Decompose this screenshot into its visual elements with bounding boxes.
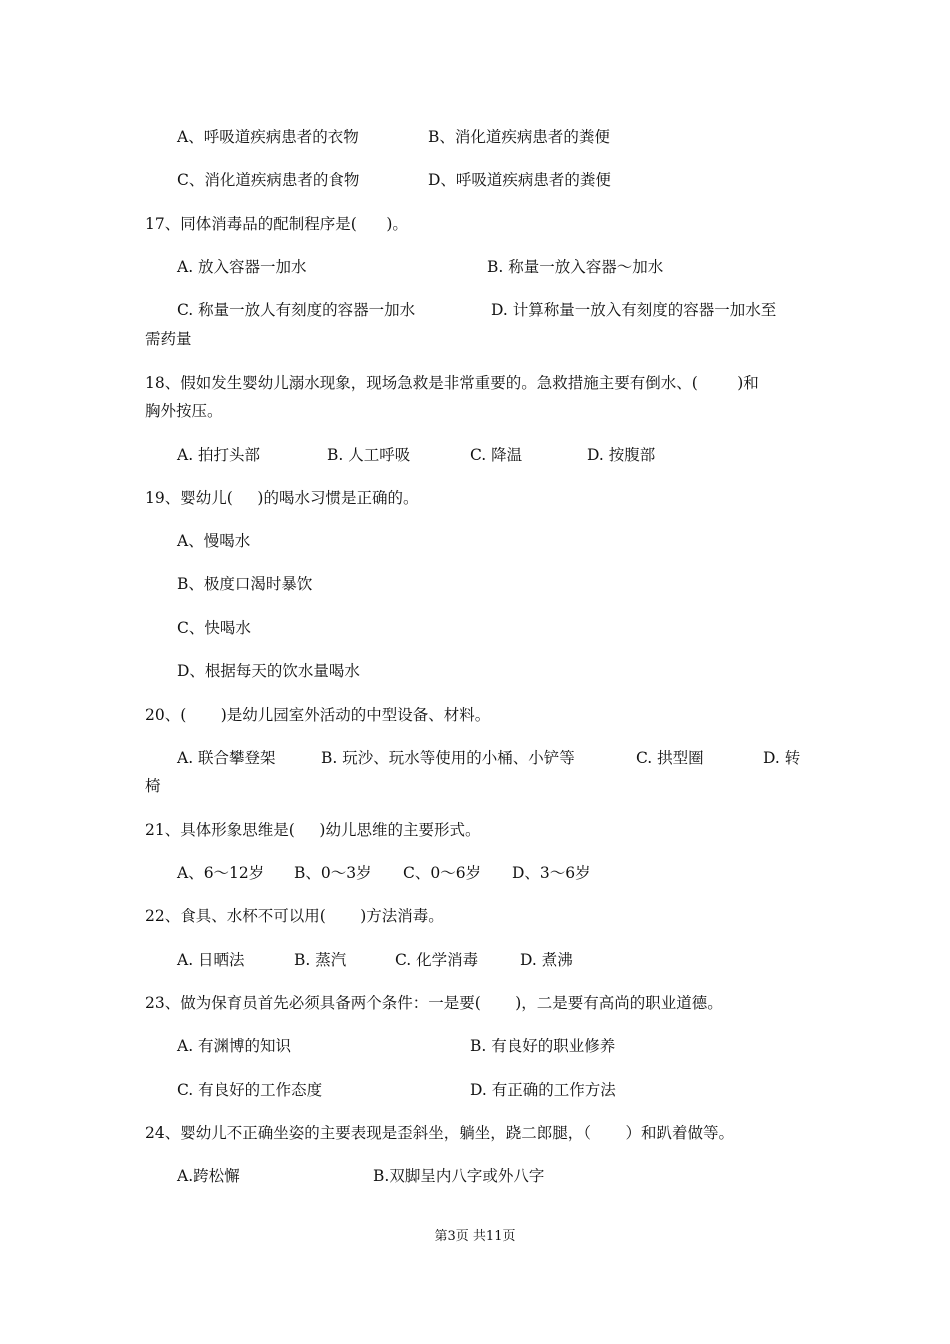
option-23-d: D. 有正确的工作方法 [470,1081,616,1099]
option-22-d: D. 煮沸 [520,951,573,969]
question-22: 22、食具、水杯不可以用( )方法消毒。 [145,907,444,925]
option-22-a: A. 日晒法 [177,951,245,969]
option-19-c: C、快喝水 [177,619,251,637]
option-22-c: C. 化学消毒 [395,951,479,969]
option-18-d: D. 按腹部 [587,446,656,464]
question-20: 20、( )是幼儿园室外活动的中型设备、材料。 [145,706,491,724]
option-21-b: B、0～3岁 [294,864,372,882]
option-20-b: B. 玩沙、玩水等使用的小桶、小铲等 [321,749,575,767]
option-18-b: B. 人工呼吸 [327,446,411,464]
option-24-b: B.双脚呈内八字或外八字 [373,1167,545,1185]
option-20-d-continued: 椅 [145,777,161,795]
option-18-a: A. 拍打头部 [177,446,261,464]
question-23: 23、做为保育员首先必须具备两个条件：一是要( )，二是要有高尚的职业道德。 [145,994,723,1012]
option-24-a: A.跨松懈 [177,1167,240,1185]
option-23-a: A. 有渊博的知识 [177,1037,292,1055]
option-23-b: B. 有良好的职业修养 [470,1037,616,1055]
question-21: 21、具体形象思维是( )幼儿思维的主要形式。 [145,821,481,839]
option-21-a: A、6～12岁 [177,864,265,882]
option-23-c: C. 有良好的工作态度 [177,1081,323,1099]
option-18-c: C. 降温 [470,446,523,464]
option-20-c: C. 拱型圈 [636,749,704,767]
option-19-d: D、根据每天的饮水量喝水 [177,662,360,680]
option-17-a: A. 放入容器一加水 [177,258,307,276]
question-18: 18、假如发生婴幼儿溺水现象，现场急救是非常重要的。急救措施主要有倒水、( )和 [145,374,759,392]
question-19: 19、婴幼儿( )的喝水习惯是正确的。 [145,489,419,507]
option-19-a: A、慢喝水 [177,532,251,550]
page-number-footer: 第3页 共11页 [434,1229,516,1244]
option-21-c: C、0～6岁 [403,864,482,882]
option-19-b: B、极度口渴时暴饮 [177,575,313,593]
option-20-d: D. 转 [763,749,801,767]
question-17: 17、同体消毒品的配制程序是( )。 [145,215,408,233]
option-22-b: B. 蒸汽 [294,951,347,969]
option-17-d-continued: 需药量 [145,330,192,348]
option-16-a: A、呼吸道疾病患者的衣物 [177,128,359,146]
option-16-b: B、消化道疾病患者的粪便 [428,128,610,146]
question-18-continued: 胸外按压。 [145,402,223,420]
option-17-c: C. 称量一放人有刻度的容器一加水 [177,301,416,319]
option-16-d: D、呼吸道疾病患者的粪便 [428,171,611,189]
option-21-d: D、3～6岁 [512,864,591,882]
option-20-a: A. 联合攀登架 [177,749,276,767]
question-24: 24、婴幼儿不正确坐姿的主要表现是歪斜坐，躺坐，跷二郎腿，（ ）和趴着做等。 [145,1124,734,1142]
option-16-c: C、消化道疾病患者的食物 [177,171,360,189]
option-17-b: B. 称量一放入容器～加水 [487,258,664,276]
option-17-d: D. 计算称量一放入有刻度的容器一加水至 [491,301,777,319]
